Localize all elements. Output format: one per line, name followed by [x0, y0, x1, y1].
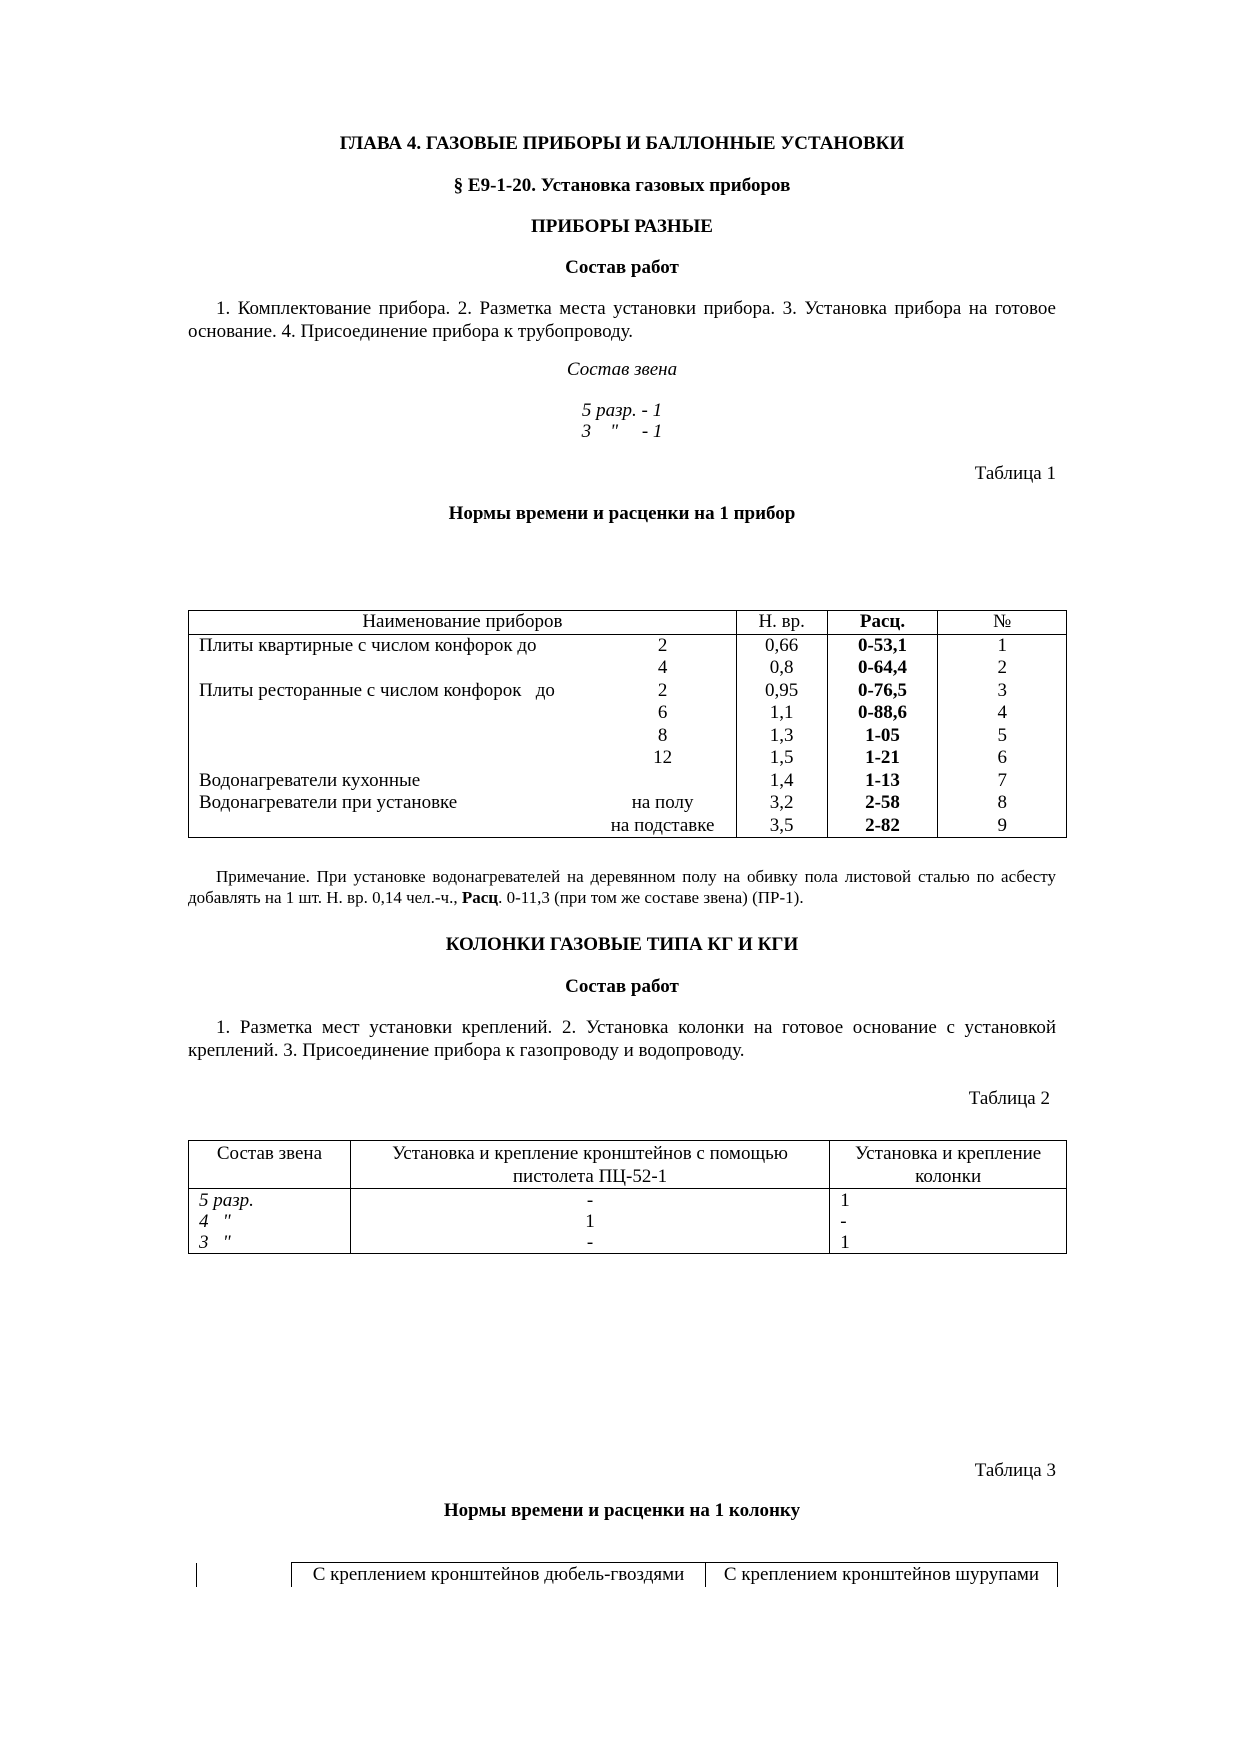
- cell-rate: 0-53,1: [827, 634, 938, 657]
- note-text-end: . 0-11,3 (при том же составе звена) (ПР-1).: [498, 888, 804, 907]
- cell-hours: 1,3: [736, 725, 827, 748]
- table-row: [189, 1211, 1067, 1232]
- table-3-blank-cell: [197, 1563, 292, 1587]
- cell-name: Водонагреватели при установке: [189, 792, 590, 815]
- cell-qualifier: [589, 770, 736, 793]
- cell-bracket: 1: [350, 1211, 829, 1232]
- cell-qualifier: 12: [653, 747, 673, 768]
- cell-qualifier: 2: [657, 634, 668, 656]
- cell-rate: 1-13: [827, 770, 938, 793]
- cell-hours: 0,95: [736, 680, 827, 703]
- header-number: №: [938, 611, 1067, 635]
- cell-column: 1: [830, 1189, 1067, 1212]
- cell-hours: 0,66: [736, 634, 827, 657]
- section-title: § Е9-1-20. Установка газовых приборов: [453, 175, 791, 196]
- cell-bracket: -: [350, 1232, 829, 1254]
- cell-number: 3: [938, 680, 1067, 703]
- header-dowel-nails: С креплением кронштейнов дюбель-гвоздями: [292, 1563, 706, 1587]
- cell-qualifier: на подставке: [589, 815, 736, 838]
- table-3-label: Таблица 3: [974, 1460, 1056, 1481]
- cell-number: 9: [938, 815, 1067, 838]
- cell-rate: 0-76,5: [827, 680, 938, 703]
- cell-number: 8: [938, 792, 1067, 815]
- table-row: [189, 657, 1067, 680]
- cell-bracket: -: [350, 1189, 829, 1212]
- cell-name: [189, 815, 590, 838]
- cell-name: Плиты квартирные с числом конфорок до: [189, 634, 590, 657]
- note-rate-label: Расц: [461, 888, 499, 907]
- cell-rate: 0-88,6: [827, 702, 938, 725]
- cell-hours: 1,4: [736, 770, 827, 793]
- header-time-norm: Н. вр.: [736, 611, 827, 635]
- work-composition-heading: Состав работ: [565, 257, 679, 278]
- cell-rate: 2-82: [827, 815, 938, 838]
- table-row: [189, 770, 1067, 793]
- cell-number: 7: [938, 770, 1067, 793]
- cell-number: 1: [938, 634, 1067, 657]
- subsection-title-columns: КОЛОНКИ ГАЗОВЫЕ ТИПА КГ И КГИ: [445, 934, 799, 955]
- crew-composition-table: [188, 1140, 1067, 1254]
- cell-hours: 3,5: [736, 815, 827, 838]
- cell-name: [189, 702, 590, 725]
- cell-hours: 1,5: [736, 747, 827, 770]
- cell-number: 6: [938, 747, 1067, 770]
- cell-column: -: [830, 1211, 1067, 1232]
- cell-crew: 4 ": [189, 1211, 351, 1232]
- table-1-label: Таблица 1: [974, 463, 1056, 484]
- header-crew: Состав звена: [189, 1141, 351, 1189]
- table-row: [189, 792, 1067, 815]
- table-row: [189, 725, 1067, 748]
- note-text-start: Примечание. При установке водонагревателей на деревянном полу на обивку пола листовой сталью по асбесту добавлять на 1 шт. Н. вр. 0,14 чел.-ч.,: [188, 867, 1056, 907]
- table-row: [189, 1189, 1067, 1212]
- header-screws: С креплением кронштейнов шурупами: [706, 1563, 1058, 1587]
- cell-rate: 2-58: [827, 792, 938, 815]
- table-row: [189, 747, 1067, 770]
- header-rate: Расц.: [827, 611, 938, 635]
- table-1-title: Нормы времени и расценки на 1 прибор: [448, 503, 796, 524]
- cell-hours: 0,8: [736, 657, 827, 680]
- cell-rate: 1-21: [827, 747, 938, 770]
- cell-crew: 5 разр.: [189, 1189, 351, 1212]
- cell-qualifier: 4: [657, 657, 668, 678]
- cell-qualifier: 8: [657, 724, 668, 746]
- cell-name: [189, 747, 590, 770]
- norms-table-devices: [188, 610, 1067, 838]
- header-column-install: Установка и крепление колонки: [830, 1141, 1067, 1189]
- cell-name: [189, 725, 590, 748]
- cell-name: [189, 657, 590, 680]
- table-2-label: Таблица 2: [968, 1088, 1050, 1109]
- table-row: [189, 815, 1067, 838]
- table-row: [189, 702, 1067, 725]
- subsection-title-devices: ПРИБОРЫ РАЗНЫЕ: [531, 216, 713, 237]
- cell-column: 1: [830, 1232, 1067, 1254]
- crew-line-2: 3 " - 1: [581, 421, 663, 442]
- header-device-name: Наименование приборов: [189, 611, 737, 635]
- cell-qualifier: 6: [657, 702, 668, 723]
- crew-heading: Состав звена: [566, 359, 678, 380]
- cell-qualifier: на полу: [631, 792, 694, 813]
- table-row: [189, 680, 1067, 703]
- cell-number: 2: [938, 657, 1067, 680]
- table-3-title: Нормы времени и расценки на 1 колонку: [443, 1500, 801, 1521]
- cell-number: 4: [938, 702, 1067, 725]
- work-composition-text: 1. Комплектование прибора. 2. Разметка места установки прибора. 3. Установка прибора на готовое основание. 4. Присоединение прибора к трубопроводу.: [188, 298, 1056, 342]
- work-composition-heading-2: Состав работ: [565, 976, 679, 997]
- norms-table-columns: [196, 1562, 1058, 1587]
- crew-line-1: 5 разр. - 1: [581, 400, 663, 421]
- table-row: [189, 1232, 1067, 1254]
- table-1-note: [188, 866, 1056, 908]
- cell-crew: 3 ": [189, 1232, 351, 1254]
- chapter-title: ГЛАВА 4. ГАЗОВЫЕ ПРИБОРЫ И БАЛЛОННЫЕ УСТАНОВКИ: [339, 133, 905, 154]
- cell-hours: 1,1: [736, 702, 827, 725]
- cell-rate: 0-64,4: [827, 657, 938, 680]
- table-row: [189, 634, 1067, 657]
- cell-rate: 1-05: [827, 725, 938, 748]
- work-composition-text-2: 1. Разметка мест установки креплений. 2. Установка колонки на готовое основание с установкой креплений. 3. Присоединение прибора к газопроводу и водопроводу.: [188, 1017, 1056, 1061]
- header-bracket-install: Установка и крепление кронштейнов с помощью пистолета ПЦ-52-1: [350, 1141, 829, 1189]
- cell-name: Водонагреватели кухонные: [189, 770, 590, 793]
- cell-qualifier: 2: [657, 679, 668, 701]
- cell-name: Плиты ресторанные с числом конфорок до: [189, 680, 590, 703]
- cell-number: 5: [938, 725, 1067, 748]
- cell-hours: 3,2: [736, 792, 827, 815]
